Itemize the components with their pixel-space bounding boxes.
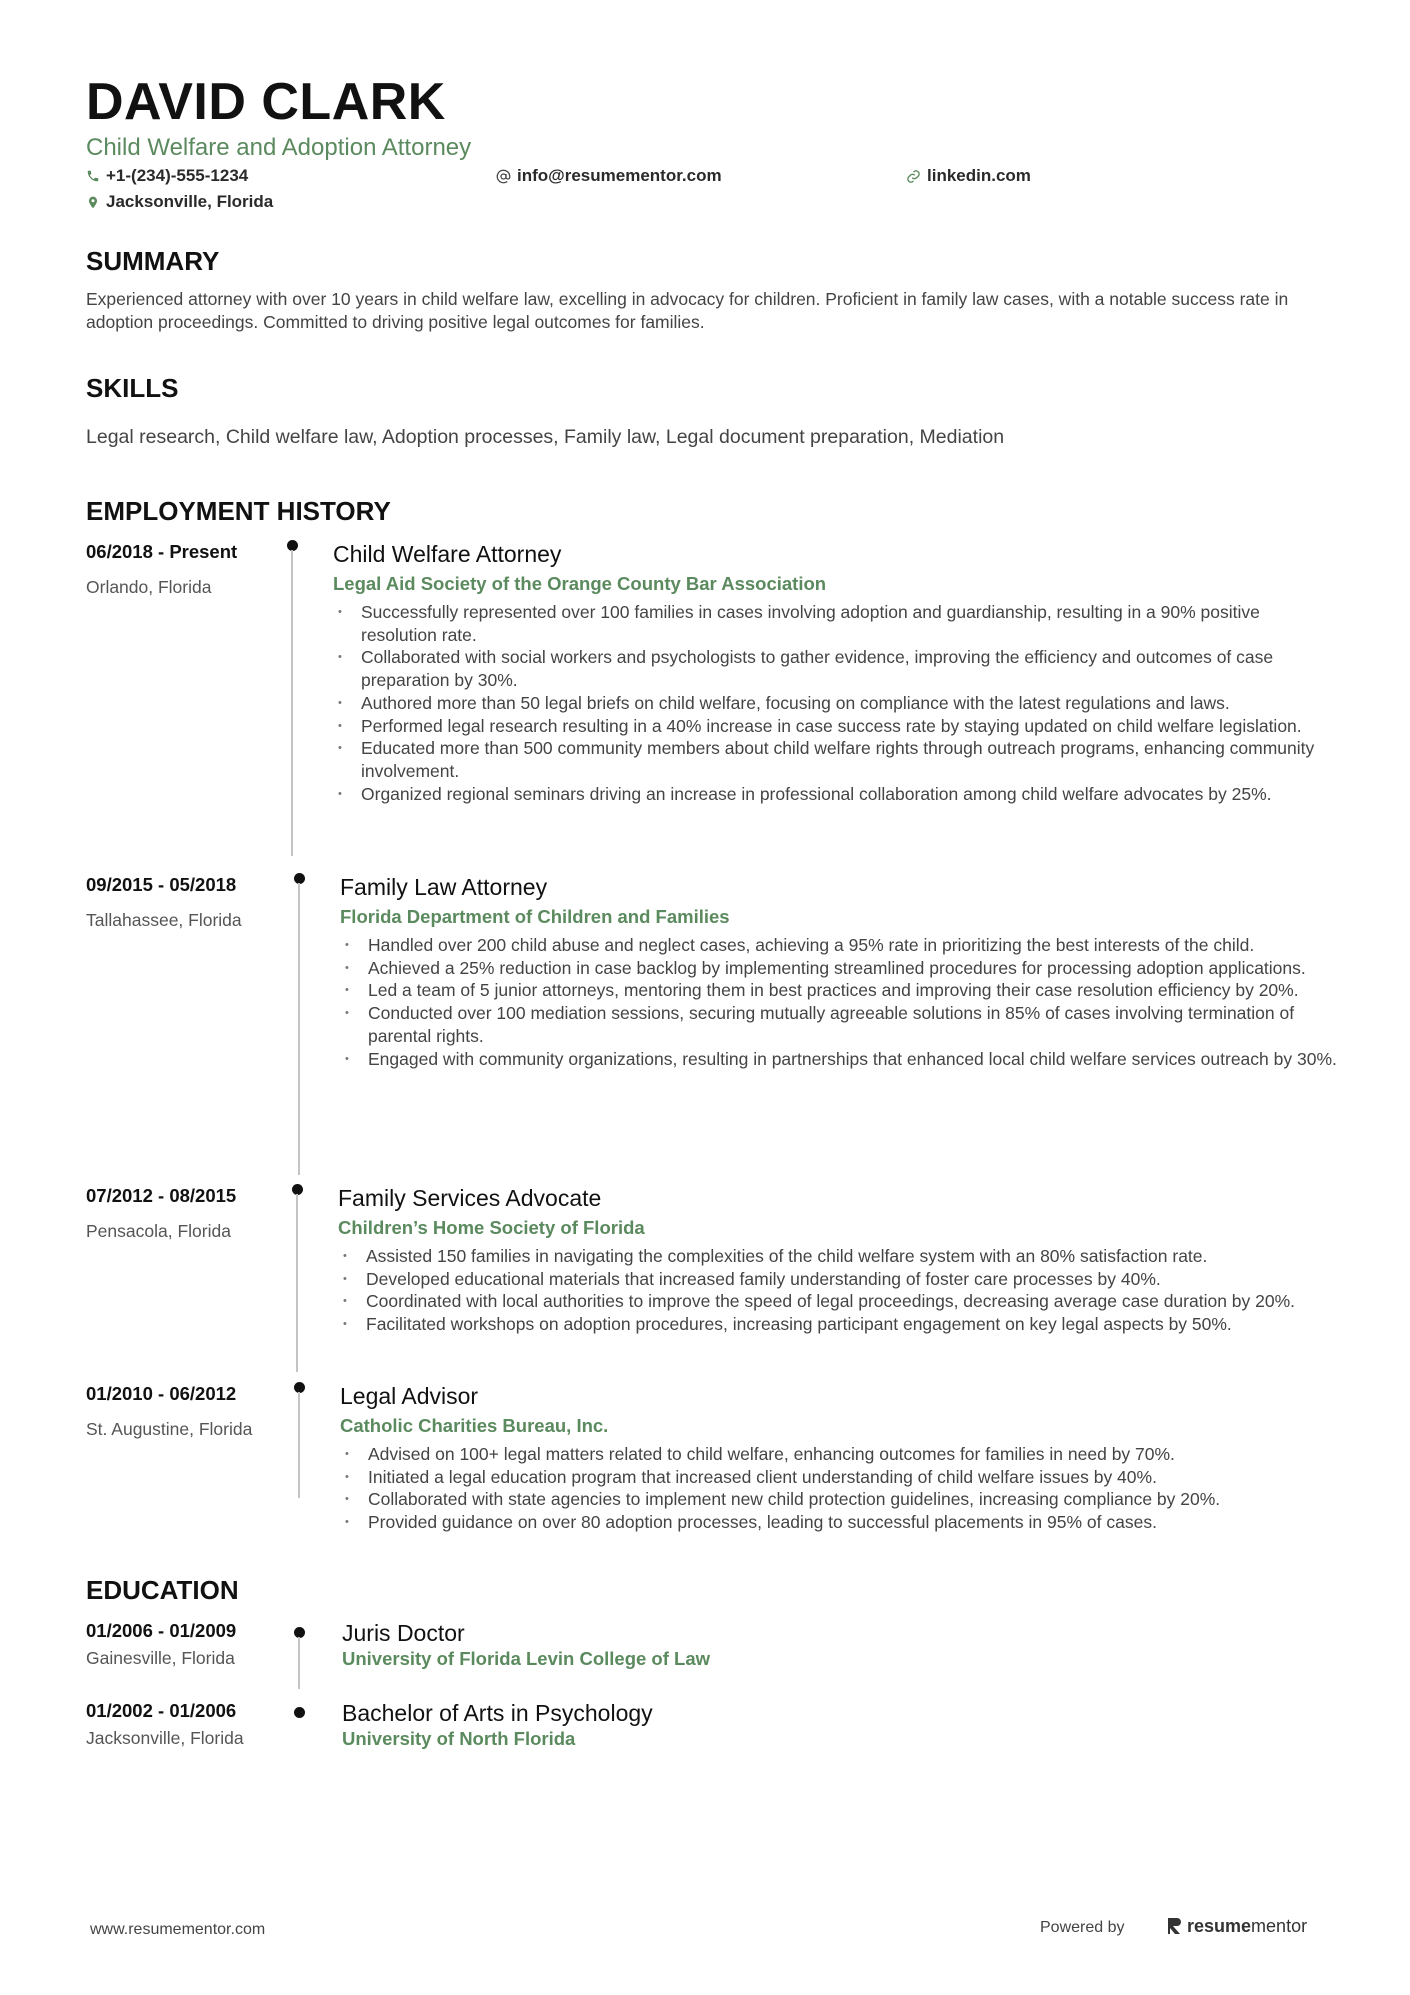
edu-dates: 01/2002 - 01/2006 — [86, 1700, 237, 1721]
job-bullet: • Engaged with community organizations, resulting in partnerships that enhanced local child welfare services outreach by 30%. — [340, 1048, 1340, 1071]
contact-linkedin[interactable] — [906, 165, 1031, 187]
phone-icon — [86, 169, 100, 183]
at-sign-icon — [496, 169, 511, 184]
summary-text: Experienced attorney with over 10 years in child welfare law, excelling in advocacy for children. Proficient in family law cases, with a notable success rate in adoption proceedings. Committed to driving positive legal outcomes for families. — [86, 289, 1289, 332]
contact-phone — [86, 165, 248, 187]
edu-degree: Bachelor of Arts in Psychology — [342, 1700, 653, 1726]
job-role: Family Services Advocate — [338, 1185, 602, 1211]
candidate-title: Child Welfare and Adoption Attorney — [86, 134, 472, 161]
edu-school: University of Florida Levin College of Law — [342, 1648, 711, 1669]
job-bullets — [333, 601, 1333, 805]
job-org: Catholic Charities Bureau, Inc. — [340, 1415, 609, 1436]
job-bullet: • Provided guidance on over 80 adoption processes, leading to successful placements in 95% of cases. — [340, 1511, 1340, 1534]
job-org: Children’s Home Society of Florida — [338, 1217, 645, 1238]
link-icon — [906, 169, 921, 184]
job-location: St. Augustine, Florida — [86, 1419, 253, 1439]
timeline-line — [298, 883, 300, 1175]
contact-location — [86, 191, 273, 213]
job-bullet: • Developed educational materials that increased family understanding of foster care processes by 40%. — [338, 1268, 1338, 1291]
skills-heading: SKILLS — [86, 373, 179, 403]
job-dates: 01/2010 - 06/2012 — [86, 1383, 237, 1404]
contact-email[interactable] — [496, 165, 722, 187]
employment-heading: EMPLOYMENT HISTORY — [86, 496, 391, 526]
email-text[interactable]: info@resumementor.com — [517, 166, 722, 185]
job-dates: 06/2018 - Present — [86, 541, 238, 562]
job-entry — [86, 873, 1336, 1173]
education-entry — [86, 1619, 1336, 1689]
job-bullet: • Performed legal research resulting in a 40% increase in case success rate by staying updated on child welfare legislation. — [333, 715, 1333, 738]
summary-heading: SUMMARY — [86, 246, 220, 276]
brand-logo[interactable] — [1166, 1914, 1307, 1938]
job-bullet: • Initiated a legal education program that increased client understanding of child welfare issues by 40%. — [340, 1466, 1340, 1489]
timeline-line — [298, 1637, 300, 1689]
job-bullet: • Advised on 100+ legal matters related to child welfare, enhancing outcomes for families in need by 70%. — [340, 1443, 1340, 1466]
edu-degree: Juris Doctor — [342, 1620, 465, 1646]
job-bullet: • Conducted over 100 mediation sessions, securing mutually agreeable solutions in 85% of cases involving termination of parental rights. — [340, 1002, 1340, 1047]
job-dates: 07/2012 - 08/2015 — [86, 1185, 237, 1206]
job-bullet: • Collaborated with state agencies to implement new child protection guidelines, increasing compliance by 20%. — [340, 1488, 1340, 1511]
job-bullet: • Organized regional seminars driving an increase in professional collaboration among child welfare advocates by 25%. — [333, 783, 1333, 806]
job-org: Legal Aid Society of the Orange County Bar Association — [333, 573, 827, 594]
job-bullet: • Successfully represented over 100 families in cases involving adoption and guardianship, resulting in a 90% positive resolution rate. — [333, 601, 1333, 646]
job-entry — [86, 1382, 1336, 1552]
job-role: Legal Advisor — [340, 1383, 479, 1409]
job-bullet: • Authored more than 50 legal briefs on child welfare, focusing on compliance with the latest regulations and laws. — [333, 692, 1333, 715]
map-pin-icon — [86, 195, 100, 210]
job-location: Tallahassee, Florida — [86, 910, 242, 930]
job-bullets — [338, 1245, 1338, 1336]
edu-dates: 01/2006 - 01/2009 — [86, 1620, 237, 1641]
candidate-name: DAVID CLARK — [86, 73, 446, 131]
timeline-line — [296, 1194, 298, 1372]
job-location: Orlando, Florida — [86, 577, 212, 597]
timeline-dot — [294, 1707, 305, 1718]
edu-location: Gainesville, Florida — [86, 1648, 235, 1668]
job-location: Pensacola, Florida — [86, 1221, 231, 1241]
job-bullet: • Achieved a 25% reduction in case backlog by implementing streamlined procedures for processing adoption applications. — [340, 957, 1340, 980]
footer-url[interactable]: www.resumementor.com — [90, 1921, 266, 1938]
edu-location: Jacksonville, Florida — [86, 1728, 244, 1748]
job-role: Child Welfare Attorney — [333, 541, 562, 567]
job-role: Family Law Attorney — [340, 874, 548, 900]
job-bullet: • Led a team of 5 junior attorneys, mentoring them in best practices and improving their case resolution efficiency by 20%. — [340, 979, 1340, 1002]
job-bullet: • Collaborated with social workers and psychologists to gather evidence, improving the efficiency and outcomes of case preparation by 30%. — [333, 646, 1333, 691]
powered-by-label: Powered by — [1040, 1919, 1125, 1936]
job-dates: 09/2015 - 05/2018 — [86, 874, 237, 895]
education-entry — [86, 1699, 1336, 1759]
job-bullet: • Coordinated with local authorities to improve the speed of legal proceedings, decreasing average case duration by 20%. — [338, 1290, 1338, 1313]
phone-text: +1-(234)-555-1234 — [106, 166, 249, 185]
job-bullets — [340, 934, 1340, 1070]
linkedin-text[interactable]: linkedin.com — [927, 166, 1031, 185]
timeline-line — [298, 1392, 300, 1498]
job-org: Florida Department of Children and Families — [340, 906, 730, 927]
brand-bold: resume — [1187, 1916, 1252, 1936]
job-bullet: • Educated more than 500 community members about child welfare rights through outreach programs, enhancing community involvement. — [333, 737, 1333, 782]
brand-light: mentor — [1251, 1916, 1308, 1936]
education-heading: EDUCATION — [86, 1575, 239, 1605]
job-entry — [86, 540, 1336, 860]
edu-school: University of North Florida — [342, 1728, 576, 1749]
job-bullet: • Handled over 200 child abuse and neglect cases, achieving a 95% rate in prioritizing the best interests of the child. — [340, 934, 1340, 957]
location-text: Jacksonville, Florida — [106, 192, 274, 211]
job-bullet: • Assisted 150 families in navigating the complexities of the child welfare system with an 80% satisfaction rate. — [338, 1245, 1338, 1268]
resumementor-logo-icon — [1166, 1916, 1182, 1936]
job-bullets — [340, 1443, 1340, 1534]
job-bullet: • Facilitated workshops on adoption procedures, increasing participant engagement on key legal aspects by 50%. — [338, 1313, 1338, 1336]
skills-text: Legal research, Child welfare law, Adoption processes, Family law, Legal document preparation, Mediation — [86, 426, 1005, 448]
job-entry — [86, 1184, 1336, 1384]
timeline-line — [291, 550, 293, 856]
